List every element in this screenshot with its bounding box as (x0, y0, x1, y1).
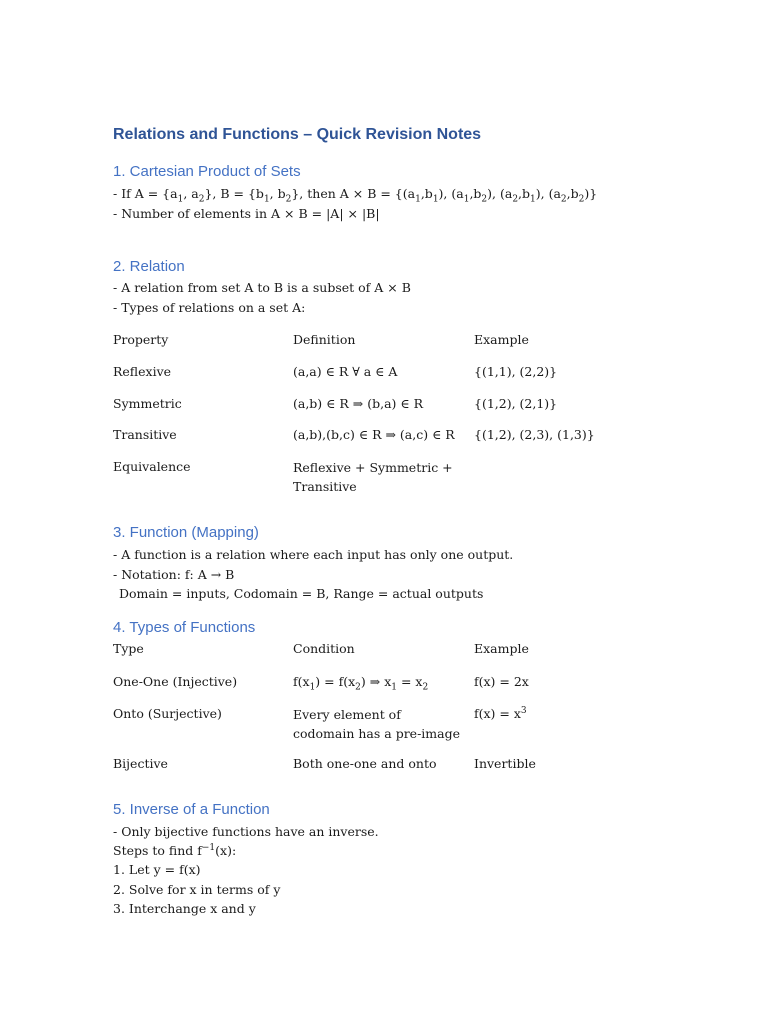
inverse-steps-intro: Steps to find $f^{-1}(x)$: (113, 842, 237, 858)
cartesian-product-definition: - If $A = \{a_1$, $a_2$}, $B = \{b_1$, $b_2$}, then $A \times B = \{(a_1,b_1)$, $(a_1,b_2)$, $(a_2,b_1)$, $(a_2,b_2)$} (113, 186, 598, 205)
page-title: Relations and Functions – Quick Revision Notes (113, 126, 482, 143)
table-header-cell: Example (474, 641, 529, 656)
domain-codomain-range: Domain = inputs, Codomain = B, Range = actual outputs (119, 586, 484, 601)
table-cell: {(1,2), (2,3), (1,3)} (474, 427, 595, 442)
table-cell: Symmetric (113, 396, 182, 411)
table-cell: (a,b),(b,c) ∈ R ⇒ (a,c) ∈ R (293, 427, 455, 442)
table-cell: {(1,1), (2,2)} (474, 364, 558, 379)
relation-definition: - A relation from set A to B is a subset of A × B (113, 280, 411, 295)
table-cell: Onto (Surjective) (113, 706, 222, 721)
function-definition: - A function is a relation where each input has only one output. (113, 547, 514, 562)
inverse-condition: - Only bijective functions have an inverse. (113, 824, 379, 839)
injective-condition: $f(x_1) = f(x_2)$ ⇒ $x_1 = x_2$ (293, 674, 429, 693)
table-cell: Reflexive + Symmetric + Transitive (293, 460, 453, 494)
section-4-heading: 4. Types of Functions (113, 619, 256, 636)
table-header-cell: Example (474, 332, 529, 347)
table-cell: Bijective (113, 756, 168, 771)
table-cell: Both one-one and onto (293, 756, 437, 771)
table-header-cell: Condition (293, 641, 355, 656)
section-1-heading: 1. Cartesian Product of Sets (113, 163, 301, 180)
table-cell: One-One (Injective) (113, 674, 238, 689)
table-cell: (a,a) ∈ R ∀ a ∈ A (293, 364, 398, 379)
table-header-cell: Definition (293, 332, 356, 347)
table-cell: {(1,2), (2,1)} (474, 396, 558, 411)
table-cell: Transitive (113, 427, 177, 442)
table-cell: Reflexive (113, 364, 172, 379)
list-item: 1. Let y = f(x) (113, 862, 201, 877)
function-notation: - Notation: f: A → B (113, 567, 235, 582)
section-3-heading: 3. Function (Mapping) (113, 524, 259, 541)
section-2-heading: 2. Relation (113, 258, 185, 275)
table-cell: Invertible (474, 756, 536, 771)
table-cell: Equivalence (113, 459, 191, 474)
table-cell: (a,b) ∈ R ⇒ (b,a) ∈ R (293, 396, 424, 411)
table-cell: f(x) = 2x (474, 674, 529, 689)
list-item: 3. Interchange x and y (113, 901, 256, 916)
section-5-heading: 5. Inverse of a Function (113, 801, 270, 818)
list-item: 2. Solve for x in terms of y (113, 882, 281, 897)
table-header-cell: Property (113, 332, 169, 347)
relation-types-intro: - Types of relations on a set A: (113, 300, 306, 315)
table-cell: Every element of codomain has a pre-image (293, 707, 460, 741)
table-header-cell: Type (113, 641, 144, 656)
surjective-example: $f(x) = x^3$ (474, 705, 527, 721)
cartesian-count-line: - Number of elements in A × B = |A| × |B| (113, 206, 380, 221)
